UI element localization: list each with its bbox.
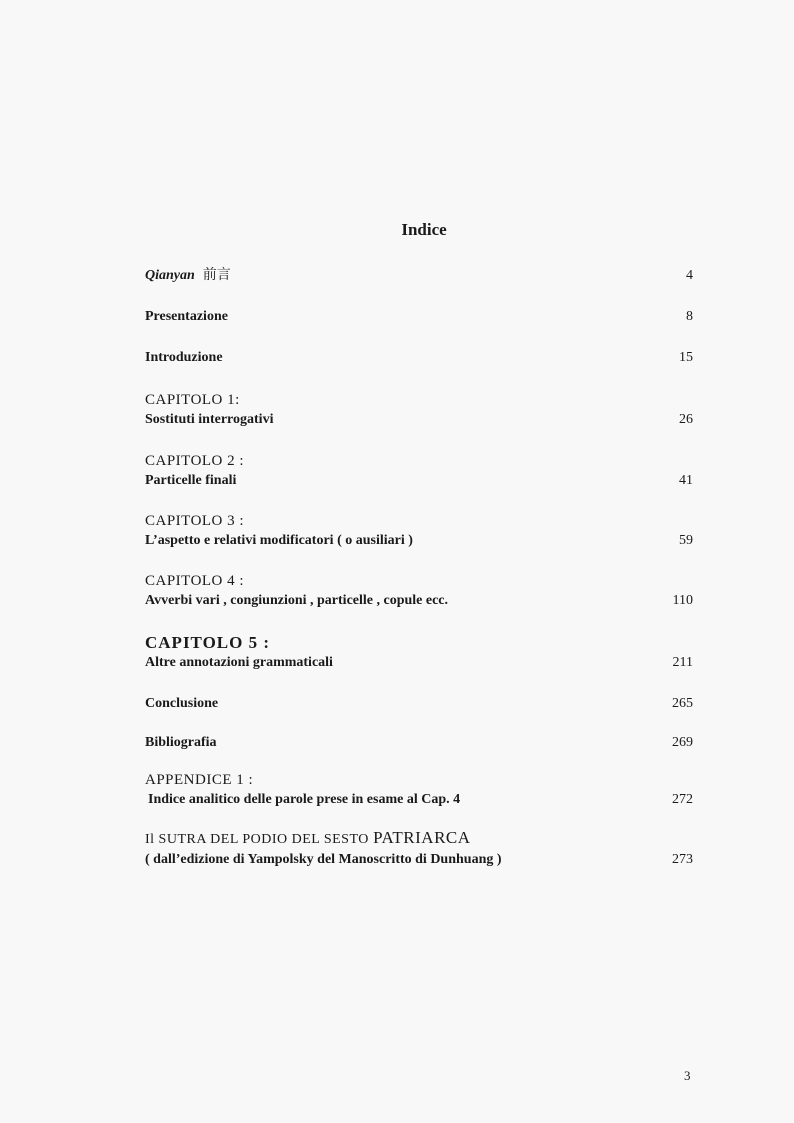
chapter-heading: CAPITOLO 2 : [145, 453, 245, 469]
page-number: 3 [684, 1068, 691, 1083]
toc-entry-conclusione [145, 694, 693, 714]
toc-label: Sostituti interrogativi [145, 412, 274, 427]
chapter-heading: CAPITOLO 3 : [145, 513, 245, 529]
page-title: Indice [401, 220, 447, 239]
chapter-heading-large: PATRIARCA [373, 828, 471, 847]
chapter-heading: APPENDICE 1 : [145, 772, 254, 788]
toc-label: Bibliografia [145, 735, 217, 750]
toc-page-number: 211 [672, 655, 693, 670]
toc-entry-presentazione [145, 307, 693, 327]
toc-page-number: 15 [679, 350, 693, 365]
toc-entry-capitolo-5 [145, 633, 693, 673]
toc-page-number: 4 [686, 268, 693, 283]
toc-entry-capitolo-1 [145, 390, 693, 430]
chapter-heading: CAPITOLO 4 : [145, 573, 245, 589]
toc-label: Particelle finali [145, 473, 237, 488]
chapter-heading: CAPITOLO 1: [145, 392, 240, 408]
chapter-heading: Il SUTRA DEL PODIO DEL SESTO [145, 832, 369, 847]
toc-label: Avverbi vari , congiunzioni , particelle , copule ecc. [145, 593, 449, 608]
toc-page-number: 265 [672, 696, 693, 711]
toc-page-number: 272 [672, 792, 693, 807]
toc-page-number: 110 [672, 593, 693, 608]
toc-label: Indice analitico delle parole prese in esame al Cap. 4 [148, 792, 461, 807]
toc-label: Presentazione [145, 309, 228, 324]
toc-page-number: 273 [672, 852, 693, 867]
toc-label: Qianyan [145, 268, 195, 283]
toc-cjk-label: 前言 [202, 267, 231, 283]
toc-page-number: 26 [679, 412, 693, 427]
toc-entry-qianyan [145, 265, 693, 286]
toc-entry-capitolo-3 [145, 511, 693, 551]
toc-page-number: 41 [679, 473, 693, 488]
toc-page-number: 59 [679, 533, 693, 548]
toc-entry-introduzione [145, 348, 693, 368]
toc-entry-bibliografia [145, 733, 693, 753]
toc-label: Conclusione [145, 696, 219, 711]
toc-page-number: 8 [686, 309, 693, 324]
toc-entry-appendice-1 [145, 770, 693, 810]
chapter-heading: CAPITOLO 5 : [145, 633, 271, 652]
toc-page-number: 269 [672, 735, 693, 750]
toc-entry-capitolo-4 [145, 571, 693, 611]
toc-label: ( dall’edizione di Yampolsky del Manoscritto di Dunhuang ) [145, 852, 502, 867]
toc-label: Altre annotazioni grammaticali [145, 655, 333, 670]
toc-entry-capitolo-2 [145, 451, 693, 491]
toc-label: Introduzione [145, 350, 223, 365]
toc-label: L’aspetto e relativi modificatori ( o ausiliari ) [145, 533, 413, 548]
toc-entry-sutra [145, 828, 693, 870]
